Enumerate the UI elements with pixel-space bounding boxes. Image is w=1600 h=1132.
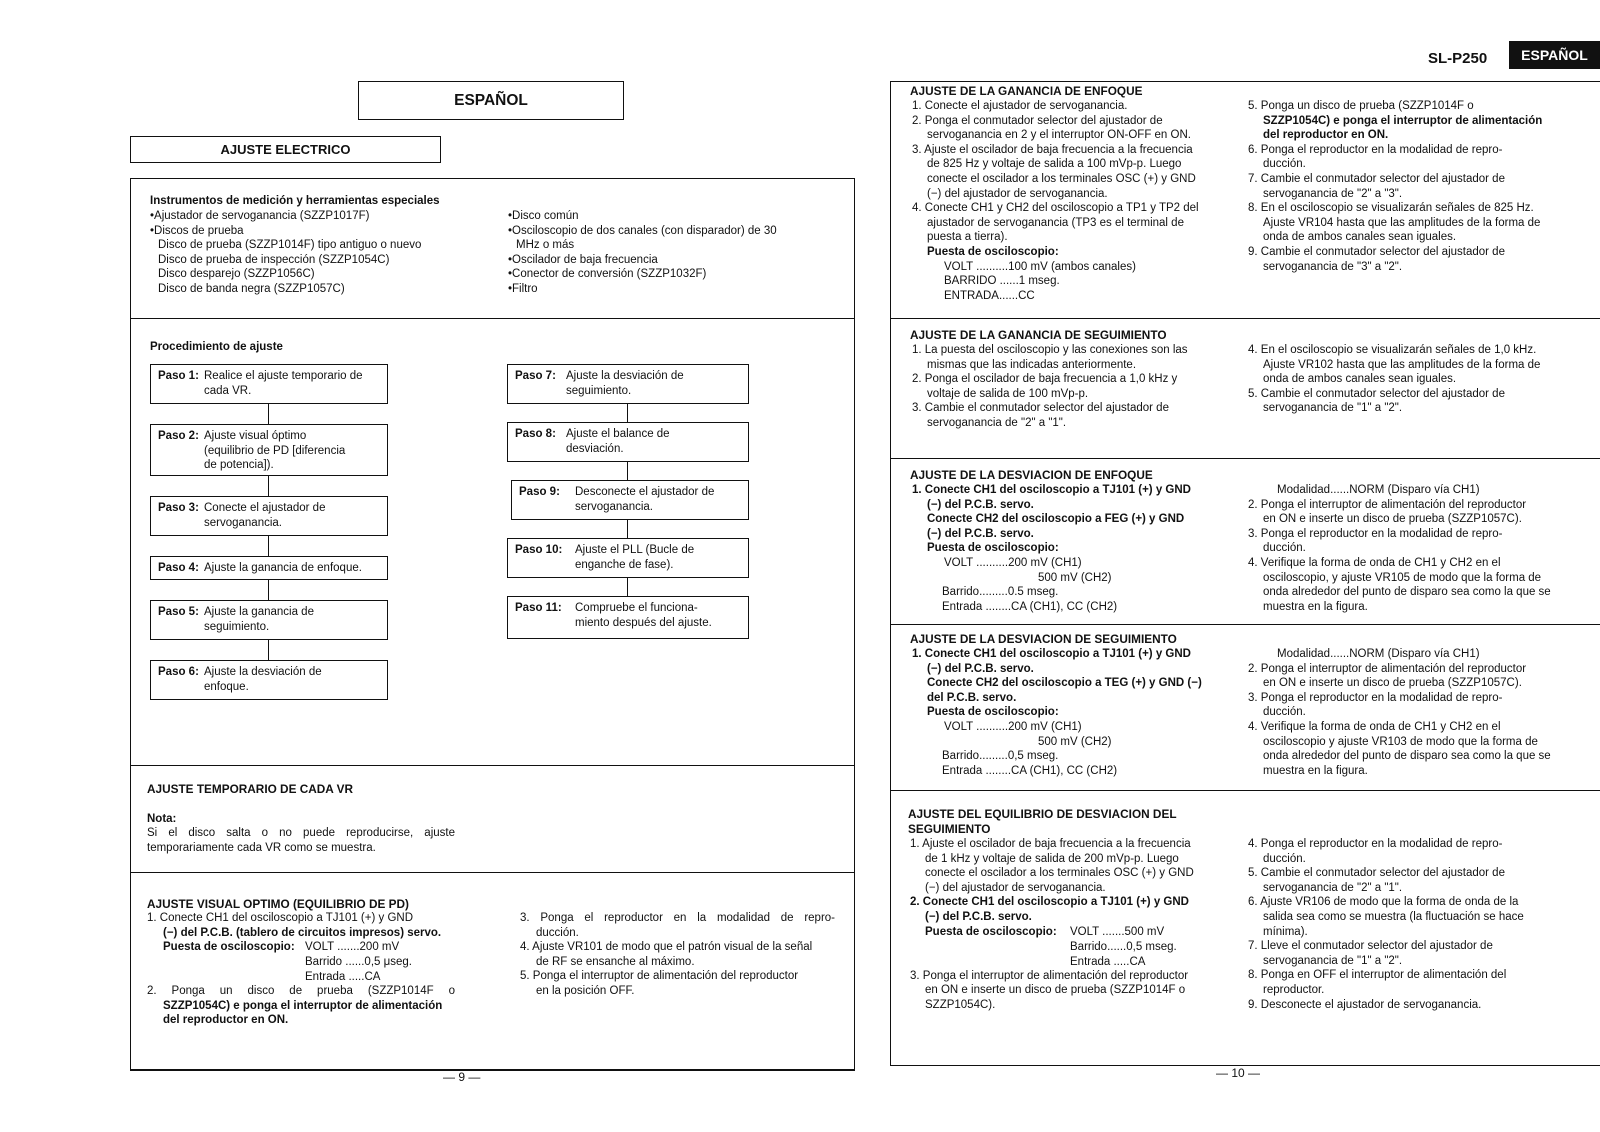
s5-line: servoganancia de "2" a "1". [1263, 881, 1403, 894]
flow-connector [627, 520, 628, 538]
step-label: Paso 9: [519, 486, 560, 498]
s4-line: onda alrededor del punto de disparo sea como la que se [1263, 750, 1551, 763]
s3-line: en ON e inserte un disco de prueba (SZZP1057C). [1263, 513, 1522, 526]
visual-item: 3. Ponga el reproductor en la modalidad de repro- [520, 912, 835, 924]
step-label: Paso 4: [158, 562, 199, 574]
s3-line: 4. Verifique la forma de onda de CH1 y CH2 en el [1248, 556, 1501, 569]
s4-line: Modalidad......NORM (Disparo vía CH1) [1277, 648, 1480, 660]
language-tab: ESPAÑOL [1509, 41, 1600, 69]
divider-r4 [890, 790, 1600, 791]
s5-line: de 1 kHz y voltaje de salida de 200 mVp-p. Luego [925, 852, 1179, 865]
s1-line: servoganancia de "3" a "2". [1263, 260, 1403, 273]
s4-col1 [912, 647, 1226, 778]
s3-line: 1. Conecte CH1 del osciloscopio a TJ101 (+) y GND [912, 484, 1191, 496]
step-4 [150, 556, 388, 580]
step-text: Ajuste la ganancia de enfoque. [204, 562, 362, 574]
step-2 [150, 424, 388, 476]
s4-line: muestra en la figura. [1263, 764, 1368, 777]
step-label: Paso 6: [158, 666, 199, 678]
s1-line: conecte el oscilador a los terminales OSC (+) y GND [927, 172, 1196, 185]
s2-line: 4. En el osciloscopio se visualizarán señales de 1,0 kHz. [1248, 344, 1537, 356]
s5-line: (−) del ajustador de servoganancia. [925, 881, 1106, 894]
step-text: (equilibrio de PD [diferencia [204, 444, 346, 457]
flow-connector [627, 578, 628, 596]
s4-line: (−) del P.C.B. servo. [927, 662, 1034, 675]
s5-line: 3. Ponga el interruptor de alimentación del reproductor [910, 969, 1189, 982]
flow-connector [268, 404, 269, 424]
step-5 [150, 600, 388, 640]
s1-line: 4. Conecte CH1 y CH2 del osciloscopio a TP1 y TP2 del [912, 202, 1199, 215]
step-text: Realice el ajuste temporario de [204, 370, 363, 382]
s1-line: 9. Cambie el conmutador selector del ajustador de [1248, 245, 1505, 258]
instrument-item: Disco desparejo (SZZP1056C) [158, 268, 315, 281]
s5-setting-line: Barrido......0,5 mseg. [1070, 940, 1177, 953]
procedure-heading: Procedimiento de ajuste [150, 341, 283, 353]
s3-line: 500 mV (CH2) [1038, 571, 1112, 584]
instrument-item: •Discos de prueba [150, 224, 244, 237]
step-text: seguimiento. [204, 620, 270, 633]
visual-col2 [520, 911, 835, 999]
visual-item: (−) del P.C.B. (tablero de circuitos impresos) servo. [163, 926, 442, 939]
s5-settings [910, 925, 1226, 969]
s3-col1 [912, 483, 1226, 614]
visual-heading: AJUSTE VISUAL OPTIMO (EQUILIBRIO DE PD) [147, 897, 409, 911]
s5-line: 2. Conecte CH1 del osciloscopio a TJ101 (+) y GND [910, 896, 1189, 909]
visual-item: 4. Ajuste VR101 de modo que el patrón visual de la señal [520, 941, 813, 954]
s5-line: 6. Ajuste VR106 de modo que la forma de onda de la [1248, 896, 1519, 909]
s3-line: onda alrededor del punto de disparo sea como la que se [1263, 586, 1551, 599]
step-label: Paso 8: [515, 428, 556, 440]
setting-line: Entrada .....CA [305, 971, 381, 984]
s1-line: (−) del ajustador de servoganancia. [927, 187, 1108, 200]
setting-line: Barrido ......0,5 μseg. [305, 956, 412, 969]
step-text: enfoque. [204, 680, 249, 693]
step-text: Ajuste el balance de [566, 428, 670, 440]
s1-line: de 825 Hz y voltaje de salida a 100 mVp-p. Luego [927, 158, 1182, 171]
s4-line: del P.C.B. servo. [927, 691, 1017, 704]
s1-line: Puesta de osciloscopio: [927, 245, 1059, 258]
puesta-label: Puesta de osciloscopio: [163, 941, 295, 954]
s4-line: 2. Ponga el interruptor de alimentación del reproductor [1248, 662, 1527, 675]
s1-heading: AJUSTE DE LA GANANCIA DE ENFOQUE [910, 84, 1143, 98]
s2-line: onda de ambos canales sean iguales. [1263, 373, 1457, 386]
visual-item: 1. Conecte CH1 del osciloscopio a TJ101 (+) y GND [147, 912, 414, 924]
visual-item: ducción. [536, 926, 579, 939]
s4-line: Entrada ........CA (CH1), CC (CH2) [942, 764, 1118, 777]
visual-item: 2. Ponga un disco de prueba (SZZP1014F o [147, 985, 455, 998]
step-10 [507, 538, 749, 578]
s4-heading: AJUSTE DE LA DESVIACION DE SEGUIMIENTO [910, 632, 1177, 646]
s5-line: reproductor. [1263, 983, 1325, 996]
s4-line: 4. Verifique la forma de onda de CH1 y CH2 en el [1248, 720, 1501, 733]
s3-col2 [1248, 483, 1562, 614]
s5-heading: AJUSTE DEL EQUILIBRIO DE DESVIACION DEL [908, 807, 1177, 821]
s5-col1 [910, 837, 1226, 1012]
s3-line: Conecte CH2 del osciloscopio a FEG (+) y GND [927, 513, 1185, 526]
step-11 [507, 596, 749, 639]
s2-heading: AJUSTE DE LA GANANCIA DE SEGUIMIENTO [910, 328, 1167, 342]
flow-connector [268, 580, 269, 600]
model-label: SL-P250 [1428, 50, 1488, 67]
nota-label: Nota: [147, 813, 177, 825]
flow-connector [627, 462, 628, 480]
s2-col2 [1248, 343, 1562, 416]
step-label: Paso 1: [158, 370, 199, 382]
step-text: Ajuste la ganancia de [204, 606, 314, 618]
s4-line: osciloscopio y ajuste VR103 de modo que la forma de [1263, 735, 1538, 748]
step-7 [507, 364, 749, 404]
page-number-left: — 9 — [443, 1070, 481, 1084]
visual-item: 5. Ponga el interruptor de alimentación del reproductor [520, 970, 799, 983]
step-text: enganche de fase). [575, 558, 674, 571]
divider-r3 [890, 624, 1600, 625]
s5-col2 [1248, 837, 1562, 1012]
s1-line: 3. Ajuste el oscilador de baja frecuencia a la frecuencia [912, 143, 1193, 156]
divider-instruments [130, 318, 855, 319]
step-label: Paso 11: [515, 602, 562, 614]
s2-line: servoganancia de "2" a "1". [927, 416, 1067, 429]
s1-line: 8. En el osciloscopio se visualizarán señales de 825 Hz. [1248, 202, 1534, 215]
nota-line: temporariamente cada VR como se muestra. [147, 841, 376, 854]
s5-line: ducción. [1263, 852, 1306, 865]
flow-connector [268, 536, 269, 556]
divider-r2 [890, 458, 1600, 459]
s3-heading: AJUSTE DE LA DESVIACION DE ENFOQUE [910, 468, 1153, 482]
s5-line: 9. Desconecte el ajustador de servoganancia. [1248, 998, 1482, 1011]
step-text: miento después del ajuste. [575, 616, 712, 629]
s2-line: 1. La puesta del osciloscopio y las conexiones son las [912, 344, 1188, 356]
s2-line: voltaje de salida de 100 mVp-p. [927, 387, 1089, 400]
instrument-item: •Ajustador de servoganancia (SZZP1017F) [150, 210, 370, 222]
s2-line: servoganancia de "1" a "2". [1263, 402, 1403, 415]
s4-line: Barrido.........0,5 mseg. [942, 750, 1059, 763]
step-9 [511, 480, 749, 520]
s1-line: puesta a tierra). [927, 231, 1008, 244]
step-text: Ajuste la desviación de [204, 666, 322, 678]
s1-line: del reproductor en ON. [1263, 129, 1389, 142]
s2-line: 2. Ponga el oscilador de baja frecuencia a 1,0 kHz y [912, 373, 1178, 386]
divider-r1 [890, 318, 1600, 319]
s3-line: Modalidad......NORM (Disparo vía CH1) [1277, 484, 1480, 496]
instrument-item: Disco de prueba (SZZP1014F) tipo antiguo o nuevo [158, 239, 422, 252]
step-8 [507, 422, 749, 462]
s3-line: osciloscopio, y ajuste VR105 de modo que la forma de [1263, 571, 1542, 584]
s3-line: Puesta de osciloscopio: [927, 542, 1059, 555]
s1-line: 5. Ponga un disco de prueba (SZZP1014F o [1248, 100, 1474, 112]
s1-col2 [1248, 99, 1562, 274]
s1-line: SZZP1054C) e ponga el interruptor de alimentación [1263, 114, 1543, 127]
s4-line: VOLT ..........200 mV (CH1) [944, 720, 1082, 733]
page-number-right: — 10 — [1216, 1066, 1261, 1080]
nota-line: Si el disco salta o no puede reproducirse, ajuste [147, 827, 455, 839]
instrument-item: •Conector de conversión (SZZP1032F) [508, 268, 707, 281]
s5-line: en ON e inserte un disco de prueba (SZZP1014F o [925, 984, 1186, 997]
s1-line: Ajuste VR104 hasta que las amplitudes de la forma de [1263, 216, 1541, 229]
s5-line: 5. Cambie el conmutador selector del ajustador de [1248, 867, 1505, 880]
divider-procedure [130, 765, 855, 766]
s1-line: 7. Cambie el conmutador selector del ajustador de [1248, 172, 1505, 185]
s3-line: 2. Ponga el interruptor de alimentación del reproductor [1248, 498, 1527, 511]
s4-line: en ON e inserte un disco de prueba (SZZP1057C). [1263, 677, 1522, 690]
instrument-item: Disco de prueba de inspección (SZZP1054C) [158, 253, 390, 266]
s5-line: conecte el oscilador a los terminales OSC (+) y GND [925, 867, 1194, 880]
s1-line: BARRIDO ......1 mseg. [944, 275, 1060, 288]
s5-heading-2: SEGUIMIENTO [908, 822, 991, 836]
s2-line: mismas que las indicadas anteriormente. [927, 358, 1137, 371]
instrument-item: MHz o más [516, 239, 575, 252]
step-label: Paso 3: [158, 502, 199, 514]
s3-line: (−) del P.C.B. servo. [927, 498, 1034, 511]
step-text: servoganancia. [575, 500, 653, 513]
step-label: Paso 10: [515, 544, 563, 556]
step-3 [150, 496, 388, 536]
s3-line: muestra en la figura. [1263, 600, 1368, 613]
s1-line: 6. Ponga el reproductor en la modalidad de repro- [1248, 143, 1503, 156]
section-title-text: AJUSTE ELECTRICO [220, 142, 351, 157]
s1-line: servoganancia en 2 y el interruptor ON-OFF en ON. [927, 129, 1191, 142]
step-label: Paso 5: [158, 606, 199, 618]
visual-item: en la posición OFF. [536, 984, 635, 997]
instruments-col1 [150, 209, 421, 297]
visual-settings [147, 940, 455, 984]
step-text: Ajuste la desviación de [566, 370, 684, 382]
visual-item: del reproductor en ON. [163, 1014, 289, 1027]
s5-setting-line: VOLT .......500 mV [1070, 925, 1165, 938]
step-text: Compruebe el funciona- [575, 602, 698, 614]
step-6 [150, 660, 388, 700]
s2-col1 [912, 343, 1226, 431]
visual-item: SZZP1054C) e ponga el interruptor de alimentación [163, 999, 443, 1012]
page-title-text: ESPAÑOL [454, 92, 528, 109]
s5-line: SZZP1054C). [925, 998, 996, 1011]
s1-line: 2. Ponga el conmutador selector del ajustador de [912, 114, 1163, 127]
s5-line: 8. Ponga en OFF el interruptor de alimentación del [1248, 969, 1507, 982]
temporario-heading: AJUSTE TEMPORARIO DE CADA VR [147, 782, 354, 796]
instrument-item: •Filtro [508, 282, 538, 295]
s1-col1 [912, 99, 1226, 303]
instruments-col2 [508, 209, 777, 297]
s5-line: salida sea como se muestra (la fluctuación se hace [1263, 910, 1524, 923]
visual-col1 [147, 911, 455, 1028]
s1-line: ajustador de servoganancia (TP3 es el terminal de [927, 216, 1184, 229]
flow-connector [627, 404, 628, 422]
s5-line: servoganancia de "1" a "2". [1263, 954, 1403, 967]
step-text: Conecte el ajustador de [204, 502, 326, 514]
s5-line: 1. Ajuste el oscilador de baja frecuencia a la frecuencia [910, 838, 1191, 850]
step-label: Paso 7: [515, 370, 556, 382]
step-text: de potencia]). [204, 459, 274, 472]
s4-line: 500 mV (CH2) [1038, 735, 1112, 748]
instrument-item: •Oscilador de baja frecuencia [508, 253, 658, 266]
step-1 [150, 364, 388, 404]
s5-line: 7. Lleve el conmutador selector del ajustador de [1248, 940, 1493, 953]
s4-line: 1. Conecte CH1 del osciloscopio a TJ101 (+) y GND [912, 648, 1191, 660]
step-text: Ajuste visual óptimo [204, 430, 307, 442]
s1-line: servoganancia de "2" a "3". [1263, 187, 1403, 200]
s5-line: (−) del P.C.B. servo. [925, 910, 1032, 923]
s5-line: mínima). [1263, 925, 1308, 938]
instrument-item: •Osciloscopio de dos canales (con disparador) de 30 [508, 224, 777, 237]
instruments-heading: Instrumentos de medición y herramientas especiales [150, 195, 440, 207]
flow-connector [268, 476, 269, 496]
step-text: Desconecte el ajustador de [575, 486, 715, 498]
s2-line: 5. Cambie el conmutador selector del ajustador de [1248, 387, 1505, 400]
section-title [130, 136, 441, 163]
setting-line: VOLT .......200 mV [305, 941, 400, 954]
s2-line: Ajuste VR102 hasta que las amplitudes de la forma de [1263, 358, 1541, 371]
instrument-item: •Disco común [508, 210, 579, 222]
step-label: Paso 2: [158, 430, 199, 442]
s4-line: 3. Ponga el reproductor en la modalidad de repro- [1248, 691, 1503, 704]
s4-col2 [1248, 647, 1562, 778]
s5-puesta-label: Puesta de osciloscopio: [925, 925, 1057, 938]
s3-line: Barrido.........0.5 mseg. [942, 586, 1059, 599]
s1-line: 1. Conecte el ajustador de servoganancia. [912, 100, 1128, 112]
s4-line: ducción. [1263, 706, 1306, 719]
divider-temporario [130, 872, 855, 873]
s4-line: Puesta de osciloscopio: [927, 706, 1059, 719]
s2-line: 3. Cambie el conmutador selector del ajustador de [912, 402, 1169, 415]
visual-item: de RF se ensanche al máximo. [536, 955, 695, 968]
s5-setting-line: Entrada .....CA [1070, 955, 1146, 968]
nota-text [147, 826, 455, 855]
instrument-item: Disco de banda negra (SZZP1057C) [158, 282, 345, 295]
s3-line: 3. Ponga el reproductor en la modalidad de repro- [1248, 527, 1503, 540]
s3-line: VOLT ..........200 mV (CH1) [944, 556, 1082, 569]
flow-connector [268, 640, 269, 660]
step-text: servoganancia. [204, 516, 282, 529]
s3-line: Entrada ........CA (CH1), CC (CH2) [942, 600, 1118, 613]
s4-line: Conecte CH2 del osciloscopio a TEG (+) y GND (−) [927, 677, 1202, 690]
s1-line: VOLT ..........100 mV (ambos canales) [944, 260, 1136, 273]
page-title [358, 81, 624, 120]
s1-line: ducción. [1263, 158, 1306, 171]
step-text: seguimiento. [566, 384, 632, 397]
s1-line: onda de ambos canales sean iguales. [1263, 231, 1457, 244]
s3-line: (−) del P.C.B. servo. [927, 527, 1034, 540]
s1-line: ENTRADA......CC [944, 289, 1035, 302]
s5-line: 4. Ponga el reproductor en la modalidad de repro- [1248, 838, 1503, 850]
step-text: desviación. [566, 442, 624, 455]
step-text: cada VR. [204, 384, 252, 397]
step-text: Ajuste el PLL (Bucle de [575, 544, 695, 556]
s3-line: ducción. [1263, 542, 1306, 555]
